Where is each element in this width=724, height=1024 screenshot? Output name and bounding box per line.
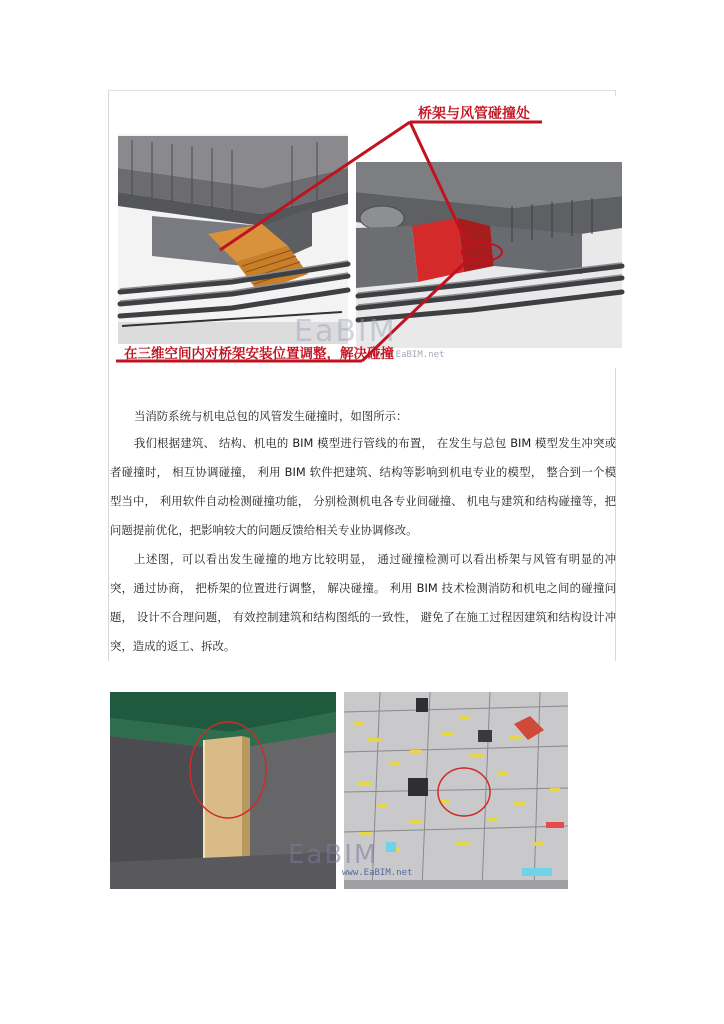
watermark-url: www.EaBIM.net	[374, 350, 445, 360]
collision-figure-bottom	[110, 692, 568, 889]
paragraph-result: 上述图，可以看出发生碰撞的地方比较明显， 通过碰撞检测可以看出桥架与风管有明显的冲突，通过协商， 把桥架的位置进行调整， 解决碰撞。 利用 BIM 技术检测消防和机电之间的碰撞问题， 设计不合理问题， 有效控制建筑和结构图纸的一致性， 避免了在施工过程因建筑和结构设计冲突，造成的返工、拆改。	[110, 552, 616, 653]
paragraph-method: 我们根据建筑、 结构、机电的 BIM 模型进行管线的布置， 在发生与总包 BIM 模型发生冲突或者碰撞时， 相互协调碰撞， 利用 BIM 软件把建筑、结构等影响到机电专业的模型， 整合到一个模型当中， 利用软件自动检测碰撞功能， 分别检测机电各专业间碰撞、 机电与建筑和结构碰撞等，把问题提前优化，把影响较大的问题反馈给相关专业协调修改。	[110, 436, 616, 537]
collision-callout-label: 桥架与风管碰撞处	[418, 106, 530, 122]
watermark-logo-bottom: EaBIM	[288, 840, 379, 870]
watermark-url-bottom: www.EaBIM.net	[342, 868, 413, 878]
collision-figure-top	[112, 96, 628, 368]
watermark-logo: EaBIM	[294, 314, 397, 349]
paragraph-intro: 当消防系统与机电总包的风管发生碰撞时，如图所示：	[134, 409, 408, 423]
adjustment-caption: 在三维空间内对桥架安装位置调整，解决碰撞	[124, 346, 394, 362]
